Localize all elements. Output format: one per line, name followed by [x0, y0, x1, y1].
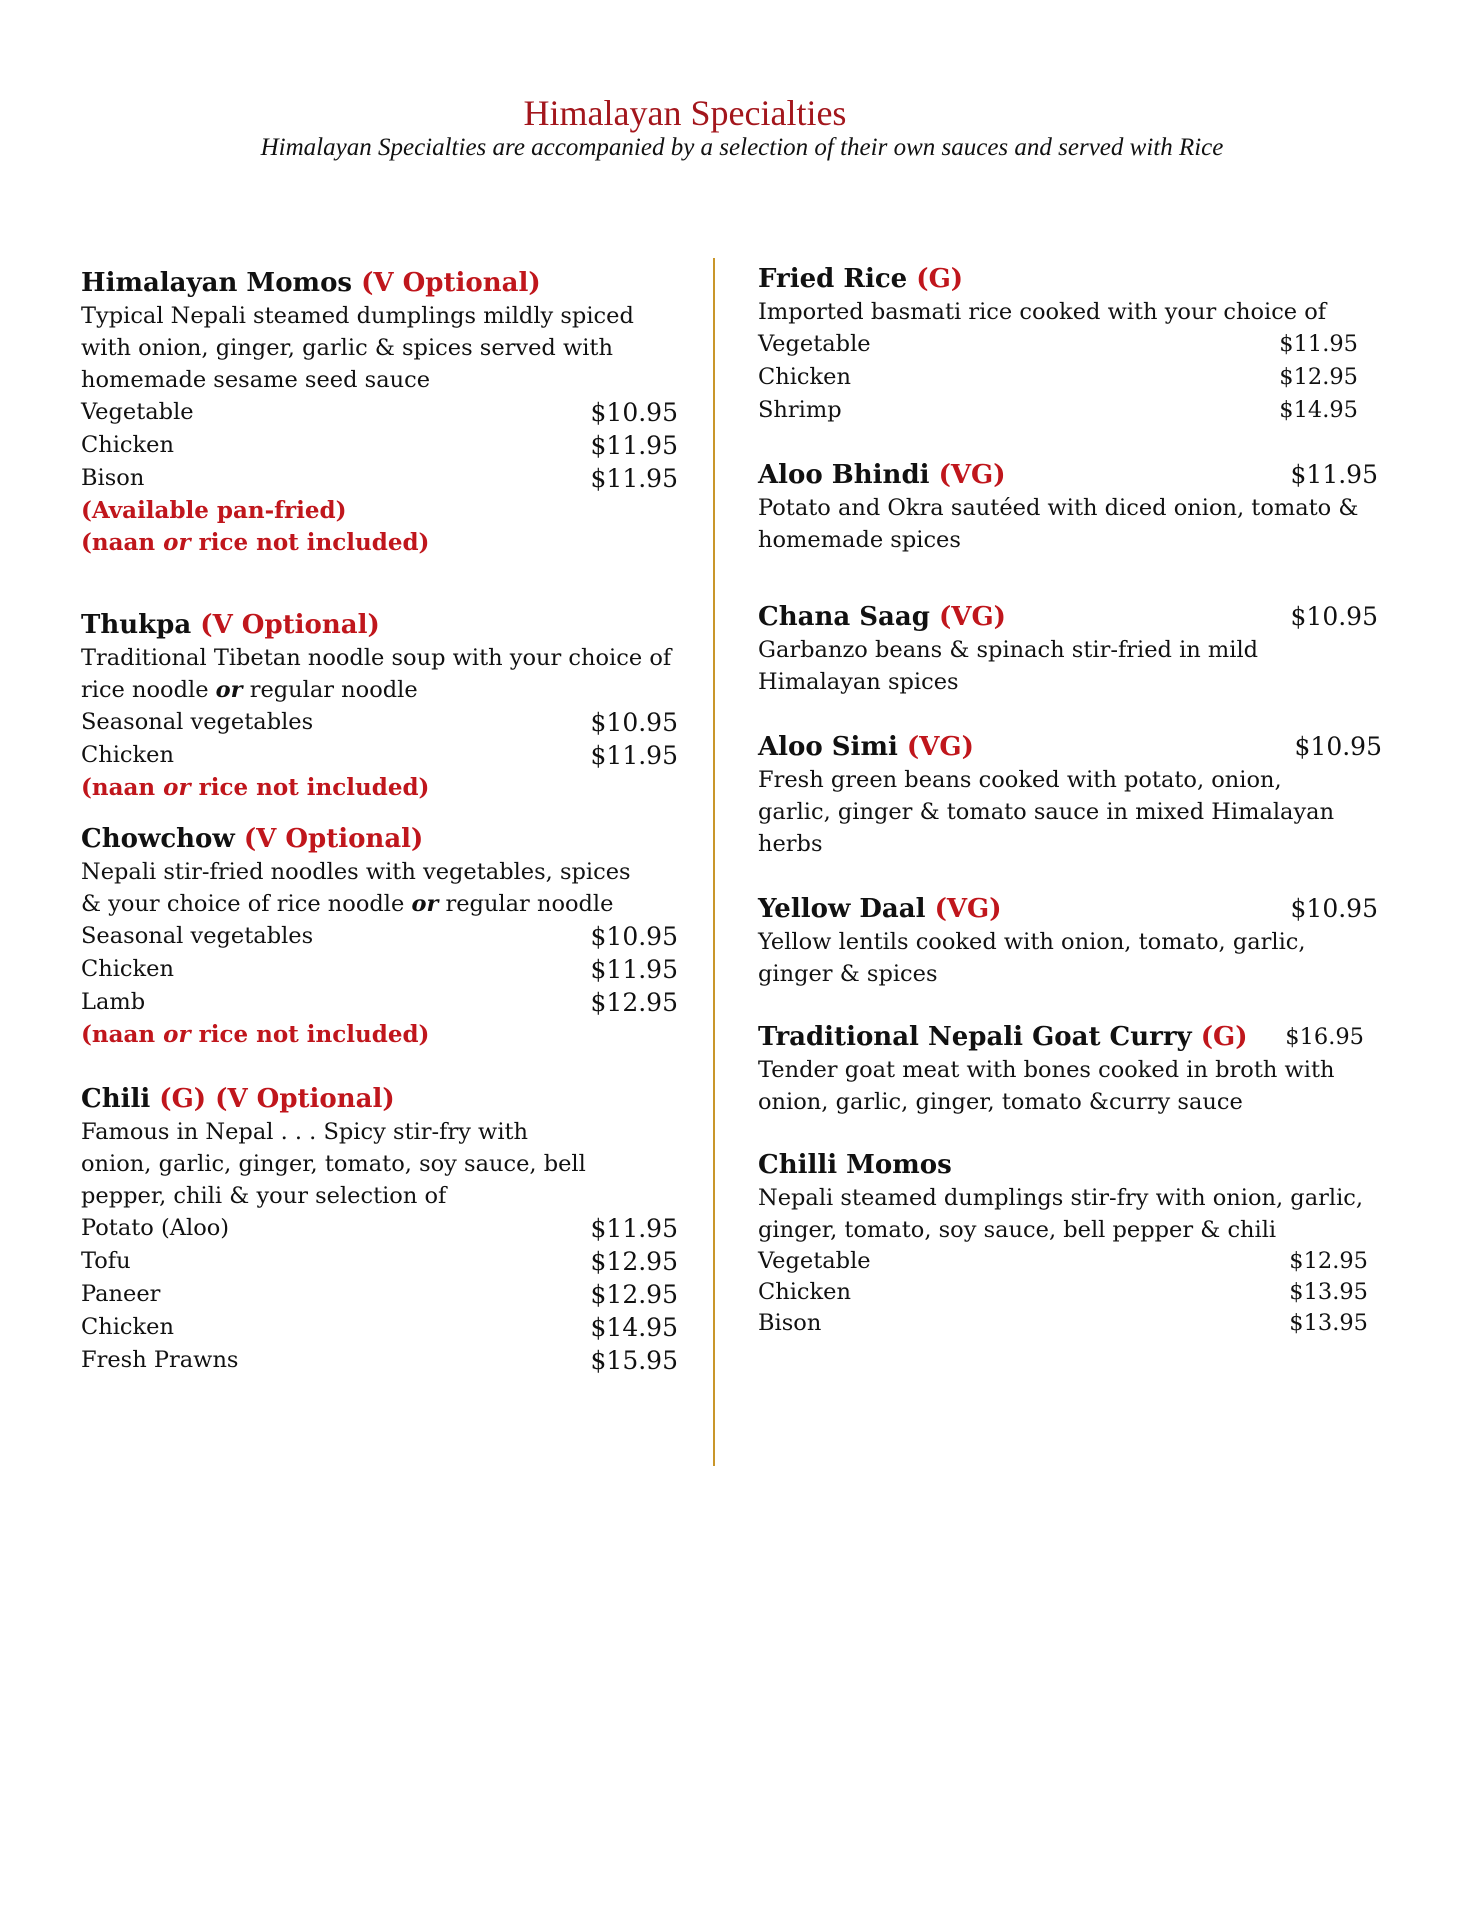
option-price: $10.95: [590, 922, 678, 951]
option-price: $15.95: [590, 1346, 678, 1375]
item-tag: (VG): [934, 894, 1002, 924]
item-name: Chili: [81, 1084, 151, 1114]
item-name: Aloo Simi: [758, 732, 898, 762]
price-row: [758, 361, 1358, 394]
option-label: Vegetable: [758, 1248, 871, 1274]
option-price: $10.95: [590, 398, 678, 427]
option-price: $14.95: [1279, 397, 1358, 423]
item-tag: (G) (V Optional): [159, 1084, 395, 1114]
item-note: (naan or rice not included): [81, 1021, 430, 1048]
option-label: Vegetable: [758, 331, 871, 357]
item-heading: [81, 1082, 678, 1116]
item-name: Chowchow: [81, 824, 235, 854]
item-heading: [758, 600, 1378, 634]
price-row: [81, 739, 678, 772]
price-row: [81, 1311, 678, 1344]
item-tag: (VG): [938, 460, 1006, 490]
option-price: $11.95: [1279, 331, 1358, 357]
item-name: Chana Saag: [758, 602, 930, 632]
item-heading: [81, 608, 678, 642]
price-row: [758, 328, 1358, 361]
price-row: [81, 396, 678, 429]
option-price: $12.95: [590, 988, 678, 1017]
item-name: Traditional Nepali Goat Curry: [758, 1022, 1192, 1052]
item-note: (naan or rice not included): [81, 529, 430, 556]
item-description: Potato and Okra sautéed with diced onion, tomato & homemade spices: [758, 495, 1359, 553]
menu-item-chowchow: [81, 822, 678, 1051]
item-description: Typical Nepali steamed dumplings mildly spiced with onion, ginger, garlic & spices served with homemade sesame seed sauce: [81, 303, 634, 393]
option-price: $12.95: [1279, 364, 1358, 390]
option-label: Bison: [758, 1310, 822, 1336]
price-row: [758, 1308, 1368, 1339]
price-row: [81, 953, 678, 986]
menu-item-aloo-bhindi: [758, 458, 1378, 556]
option-price: $12.95: [590, 1280, 678, 1309]
page-title: Himalayan Specialties: [523, 93, 847, 133]
item-tag: (G): [916, 264, 964, 294]
price-row: [81, 920, 678, 953]
item-price: $16.95: [1285, 1024, 1364, 1050]
option-label: Chicken: [81, 432, 174, 458]
menu-item-himalayan-momos: [81, 266, 678, 559]
item-name: Fried Rice: [758, 264, 908, 294]
price-row: [81, 462, 678, 495]
item-description: Famous in Nepal . . . Spicy stir-fry with onion, garlic, ginger, tomato, soy sauce, bell pepper, chili & your selection of: [81, 1119, 586, 1209]
item-name: Himalayan Momos: [81, 268, 353, 298]
item-tag: (VG): [938, 602, 1006, 632]
option-label: Seasonal vegetables: [81, 709, 314, 735]
option-price: $12.95: [590, 1247, 678, 1276]
price-row: [81, 706, 678, 739]
option-label: Fresh Prawns: [81, 1347, 239, 1373]
option-label: Chicken: [81, 1314, 174, 1340]
page-subtitle: Himalayan Specialties are accompanied by a selection of their own sauces and served with Rice: [260, 134, 1224, 161]
price-row: [81, 429, 678, 462]
item-heading: [81, 266, 678, 300]
menu-item-aloo-simi: [758, 730, 1382, 860]
item-description: Traditional Tibetan noodle soup with your choice of rice noodle or regular noodle: [81, 645, 672, 703]
item-tag: (VG): [906, 732, 974, 762]
menu-item-yellow-daal: [758, 892, 1378, 990]
item-tag: (V Optional): [361, 268, 541, 298]
option-label: Shrimp: [758, 397, 842, 423]
option-price: $11.95: [590, 1214, 678, 1243]
price-row: [758, 394, 1358, 427]
option-price: $11.95: [590, 955, 678, 984]
column-divider: [713, 258, 715, 1466]
price-row: [81, 1278, 678, 1311]
item-price: $11.95: [1290, 460, 1378, 489]
item-price: $10.95: [1294, 732, 1382, 761]
option-price: $11.95: [590, 464, 678, 493]
item-heading: [758, 1148, 1368, 1182]
item-name: Chilli Momos: [758, 1150, 952, 1180]
price-row: [81, 1212, 678, 1245]
item-tag: (V Optional): [243, 824, 424, 854]
item-description: Imported basmati rice cooked with your choice of: [758, 299, 1327, 325]
item-note: (naan or rice not included): [81, 774, 430, 801]
menu-item-thukpa: [81, 608, 678, 804]
option-label: Seasonal vegetables: [81, 923, 314, 949]
menu-item-chili: [81, 1082, 678, 1377]
menu-item-goat-curry: [758, 1020, 1364, 1118]
option-label: Paneer: [81, 1281, 161, 1307]
item-heading: [758, 730, 1382, 764]
item-heading: [81, 822, 678, 856]
option-price: $11.95: [590, 431, 678, 460]
option-price: $13.95: [1289, 1279, 1368, 1305]
item-heading: [758, 458, 1378, 492]
price-row: [758, 1246, 1368, 1277]
option-price: $12.95: [1289, 1248, 1368, 1274]
item-tag: (V Optional): [200, 610, 380, 640]
item-description: Fresh green beans cooked with potato, onion, garlic, ginger & tomato sauce in mixed Himalayan herbs: [758, 767, 1335, 857]
item-heading: [758, 892, 1378, 926]
item-note: (Available pan-fried): [81, 497, 347, 524]
option-label: Chicken: [81, 956, 174, 982]
item-price: $10.95: [1290, 894, 1378, 923]
item-description: Garbanzo beans & spinach stir-fried in mild Himalayan spices: [758, 637, 1259, 695]
option-label: Tofu: [81, 1248, 131, 1274]
option-price: $14.95: [590, 1313, 678, 1342]
option-label: Lamb: [81, 989, 146, 1015]
option-price: $13.95: [1289, 1310, 1368, 1336]
item-heading: [758, 1020, 1364, 1054]
option-label: Bison: [81, 465, 145, 491]
menu-item-chilli-momos: [758, 1148, 1368, 1339]
option-label: Chicken: [758, 364, 851, 390]
option-label: Vegetable: [81, 399, 194, 425]
price-row: [81, 1344, 678, 1377]
price-row: [81, 986, 678, 1019]
item-name: Aloo Bhindi: [758, 460, 930, 490]
price-row: [81, 1245, 678, 1278]
option-label: Potato (Aloo): [81, 1215, 230, 1241]
price-row: [758, 1277, 1368, 1308]
item-heading: [758, 262, 1358, 296]
option-label: Chicken: [81, 742, 174, 768]
item-description: Yellow lentils cooked with onion, tomato, garlic, ginger & spices: [758, 929, 1306, 987]
item-description: Nepali stir-fried noodles with vegetables, spices & your choice of rice noodle or regular noodle: [81, 859, 631, 917]
item-name: Yellow Daal: [758, 894, 926, 924]
menu-item-chana-saag: [758, 600, 1378, 698]
option-label: Chicken: [758, 1279, 851, 1305]
menu-item-fried-rice: [758, 262, 1358, 427]
item-price: $10.95: [1290, 602, 1378, 631]
item-description: Tender goat meat with bones cooked in broth with onion, garlic, ginger, tomato &curry sauce: [758, 1057, 1335, 1115]
item-name: Thukpa: [81, 610, 192, 640]
option-price: $11.95: [590, 741, 678, 770]
item-description: Nepali steamed dumplings stir-fry with onion, garlic, ginger, tomato, soy sauce, bell pepper & chili: [758, 1185, 1364, 1243]
item-tag: (G): [1200, 1022, 1248, 1052]
option-price: $10.95: [590, 708, 678, 737]
